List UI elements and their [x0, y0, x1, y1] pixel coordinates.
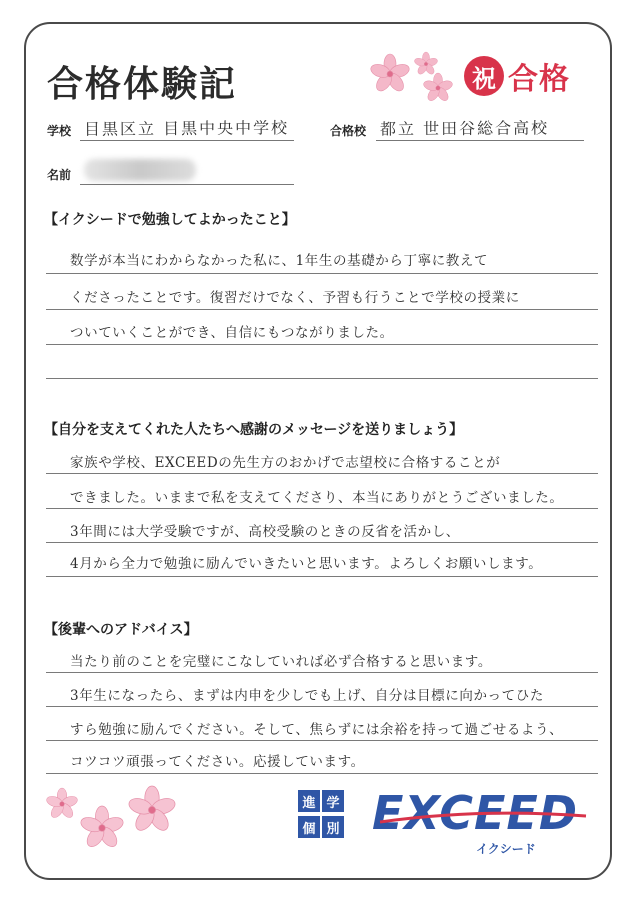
cherry-blossom-icon	[40, 780, 190, 860]
section3-line2: 3年生になったら、まずは内申を少しでも上げ、自分は目標に向かってひた	[70, 688, 544, 704]
ruled-line	[46, 672, 598, 673]
passed-school-underline	[376, 140, 584, 141]
section1-line3: ついていくことができ、自信にもつながりました。	[70, 325, 394, 341]
ruled-line	[46, 706, 598, 707]
ruled-line	[46, 508, 598, 509]
section1-line1: 数学が本当にわからなかった私に、1年生の基礎から丁寧に教えて	[70, 253, 489, 269]
ruled-line	[46, 740, 598, 741]
logo-category-betsu: 別	[322, 816, 344, 838]
ruled-line	[46, 309, 598, 310]
ruled-line	[46, 378, 598, 379]
ruled-line	[46, 473, 598, 474]
school-value: 目黒区立 目黒中央中学校	[83, 118, 290, 139]
logo-category-gaku: 学	[322, 790, 344, 812]
section3-line3: すら勉強に励んでください。そして、焦らずには余裕を持って過ごせるよう、	[70, 722, 564, 738]
logo-category-ko: 個	[298, 816, 320, 838]
goukaku-heading: 合格	[508, 62, 570, 97]
ruled-line	[46, 773, 598, 774]
section2-line3: 3年間には大学受験ですが、高校受験のときの反省を活かし、	[70, 524, 460, 540]
logo-category-shin: 進	[298, 790, 320, 812]
logo-swoosh-icon	[378, 806, 588, 830]
ruled-line	[46, 344, 598, 345]
section-heading-advice: 【後輩へのアドバイス】	[44, 622, 198, 638]
section1-line2: くださったことです。復習だけでなく、予習も行うことで学校の授業に	[70, 290, 520, 306]
exceed-logo: EXCEED	[372, 786, 579, 840]
page-title: 合格体験記	[47, 64, 238, 105]
cherry-blossom-icon	[368, 48, 478, 104]
section2-line4: 4月から全力で勉強に励んでいきたいと思います。よろしくお願いします。	[70, 556, 543, 572]
section2-line1: 家族や学校、EXCEEDの先生方のおかげで志望校に合格することが	[70, 455, 501, 471]
passed-school-value: 都立 世田谷総合高校	[379, 118, 550, 139]
section3-line1: 当たり前のことを完璧にこなしていれば必ず合格すると思います。	[70, 654, 492, 670]
school-underline	[80, 140, 294, 141]
exceed-logo-kana: イクシード	[476, 842, 536, 856]
ruled-line	[46, 273, 598, 274]
redacted-name	[84, 159, 196, 181]
section2-line2: できました。いままで私を支えてくださり、本当にありがとうございました。	[70, 490, 564, 506]
section-heading-thanks: 【自分を支えてくれた人たちへ感謝のメッセージを送りましょう】	[44, 422, 464, 438]
passed-school-label: 合格校	[330, 124, 367, 138]
section3-line4: コツコツ頑張ってください。応援しています。	[70, 754, 365, 770]
name-underline	[80, 184, 294, 185]
name-label: 名前	[47, 168, 72, 182]
iwai-badge: 祝	[464, 56, 504, 96]
ruled-line	[46, 576, 598, 577]
section-heading-good-points: 【イクシードで勉強してよかったこと】	[44, 212, 296, 228]
ruled-line	[46, 542, 598, 543]
school-label: 学校	[47, 124, 72, 138]
